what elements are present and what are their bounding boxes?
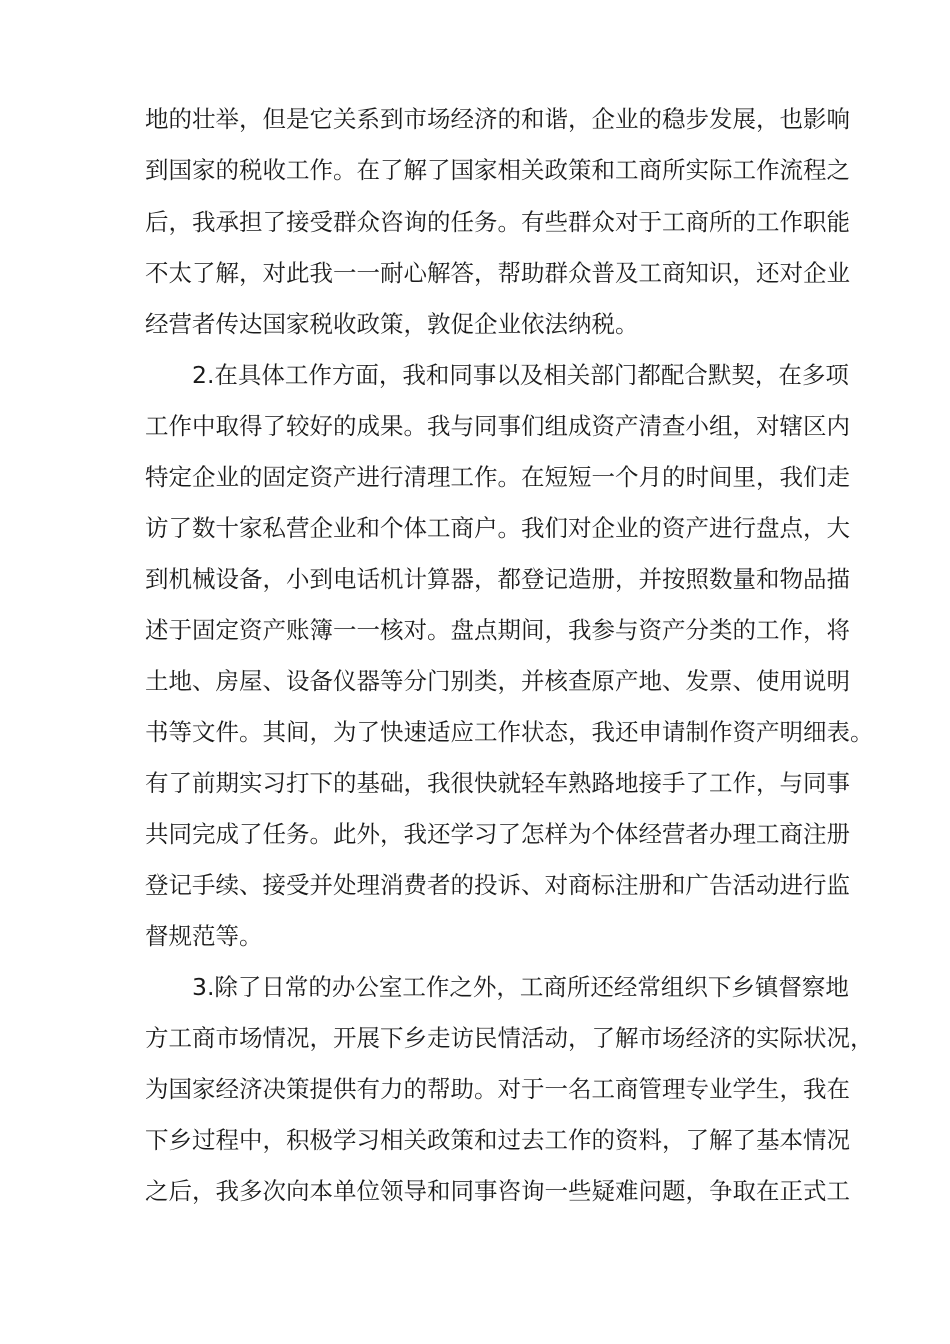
text-line: 方工商市场情况，开展下乡走访民情活动，了解市场经济的实际状况， bbox=[145, 1024, 874, 1052]
text-line: 工作中取得了较好的成果。我与同事们组成资产清查小组，对辖区内 bbox=[145, 412, 850, 440]
text-line: 经营者传达国家税收政策，敦促企业依法纳税。 bbox=[145, 310, 639, 338]
text-line: 到机械设备，小到电话机计算器，都登记造册，并按照数量和物品描 bbox=[145, 565, 850, 593]
text-line: 述于固定资产账簿一一核对。盘点期间，我参与资产分类的工作，将 bbox=[145, 616, 850, 644]
paragraph-start-line: 2.在具体工作方面，我和同事以及相关部门都配合默契，在多项 bbox=[192, 361, 849, 389]
text-line: 督规范等。 bbox=[145, 922, 263, 950]
text-line: 书等文件。其间，为了快速适应工作状态，我还申请制作资产明细表。 bbox=[145, 718, 874, 746]
text-line: 不太了解，对此我一一耐心解答，帮助群众普及工商知识，还对企业 bbox=[145, 259, 850, 287]
text-line: 之后，我多次向本单位领导和同事咨询一些疑难问题，争取在正式工 bbox=[145, 1177, 850, 1205]
text-line: 下乡过程中，积极学习相关政策和过去工作的资料，了解了基本情况 bbox=[145, 1126, 850, 1154]
text-line: 到国家的税收工作。在了解了国家相关政策和工商所实际工作流程之 bbox=[145, 156, 850, 184]
text-line: 土地、房屋、设备仪器等分门别类，并核查原产地、发票、使用说明 bbox=[145, 667, 850, 695]
text-line: 特定企业的固定资产进行清理工作。在短短一个月的时间里，我们走 bbox=[145, 463, 850, 491]
text-line: 为国家经济决策提供有力的帮助。对于一名工商管理专业学生，我在 bbox=[145, 1075, 850, 1103]
text-line: 共同完成了任务。此外，我还学习了怎样为个体经营者办理工商注册 bbox=[145, 820, 850, 848]
text-line: 登记手续、接受并处理消费者的投诉、对商标注册和广告活动进行监 bbox=[145, 871, 850, 899]
text-line: 后，我承担了接受群众咨询的任务。有些群众对于工商所的工作职能 bbox=[145, 208, 850, 236]
text-line: 访了数十家私营企业和个体工商户。我们对企业的资产进行盘点，大 bbox=[145, 514, 850, 542]
text-line: 地的壮举，但是它关系到市场经济的和谐，企业的稳步发展，也影响 bbox=[145, 105, 850, 133]
paragraph-start-line: 3.除了日常的办公室工作之外，工商所还经常组织下乡镇督察地 bbox=[192, 973, 849, 1001]
text-line: 有了前期实习打下的基础，我很快就轻车熟路地接手了工作，与同事 bbox=[145, 769, 850, 797]
